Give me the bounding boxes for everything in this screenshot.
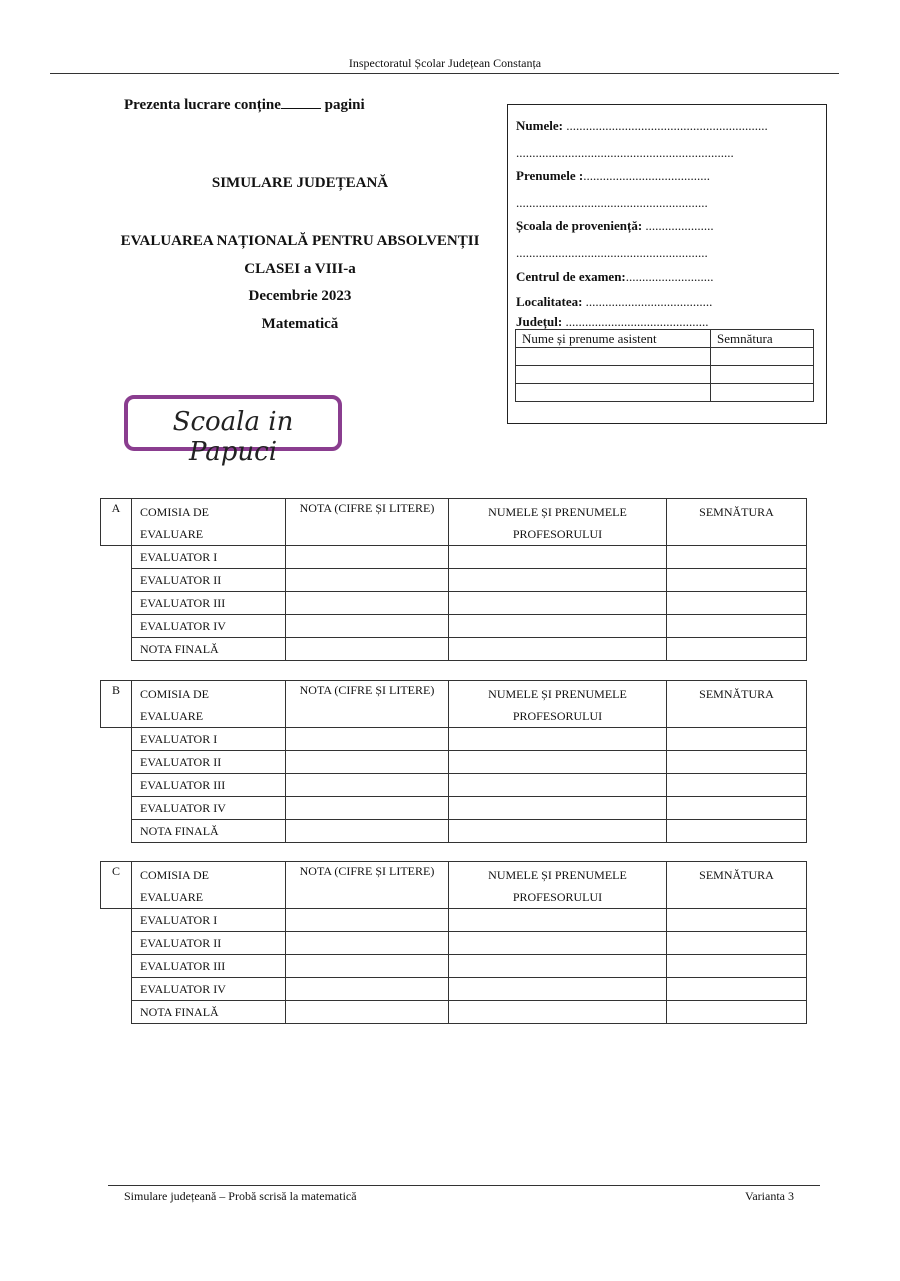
teacher-line1: NUMELE ȘI PRENUMELE xyxy=(488,868,627,882)
teacher-cell[interactable] xyxy=(449,955,667,978)
section-letter: C xyxy=(101,862,132,909)
title-grade: CLASEI a VIII-a xyxy=(244,261,356,277)
grade-cell[interactable] xyxy=(286,615,449,638)
grade-header: NOTA (CIFRE ȘI LITERE) xyxy=(286,499,449,546)
signature-cell[interactable] xyxy=(667,978,807,1001)
evaluator-label: EVALUATOR I xyxy=(132,909,286,932)
grade-cell[interactable] xyxy=(286,797,449,820)
assistant-signature-cell[interactable] xyxy=(711,384,814,402)
signature-cell[interactable] xyxy=(667,774,807,797)
grade-cell[interactable] xyxy=(286,592,449,615)
evaluator-row xyxy=(101,592,807,615)
evaluator-label: EVALUATOR III xyxy=(132,955,286,978)
letter-spacer xyxy=(101,728,132,751)
evaluator-row xyxy=(101,638,807,661)
signature-cell[interactable] xyxy=(667,820,807,843)
county-label: Județul: xyxy=(516,314,563,329)
exam-center-label: Centrul de examen: xyxy=(516,269,626,284)
teacher-header xyxy=(449,499,667,546)
evaluator-label: NOTA FINALĂ xyxy=(132,638,286,661)
teacher-line2: PROFESORULUI xyxy=(512,527,603,541)
signature-cell[interactable] xyxy=(667,569,807,592)
grade-cell[interactable] xyxy=(286,978,449,1001)
section-letter: A xyxy=(101,499,132,546)
surname-dots-line2[interactable]: ........................................................... xyxy=(516,195,708,210)
evaluator-label: EVALUATOR II xyxy=(132,569,286,592)
assistant-name-cell[interactable] xyxy=(516,384,711,402)
commission-header xyxy=(132,499,286,546)
teacher-cell[interactable] xyxy=(449,774,667,797)
teacher-line2: PROFESORULUI xyxy=(512,709,603,723)
signature-cell[interactable] xyxy=(667,932,807,955)
letter-spacer xyxy=(101,909,132,932)
signature-cell[interactable] xyxy=(667,955,807,978)
evaluator-row xyxy=(101,546,807,569)
teacher-cell[interactable] xyxy=(449,751,667,774)
assistant-header: Nume și prenume asistent xyxy=(516,330,711,348)
evaluator-row xyxy=(101,774,807,797)
grade-cell[interactable] xyxy=(286,909,449,932)
evaluator-row xyxy=(101,909,807,932)
signature-cell[interactable] xyxy=(667,638,807,661)
grade-cell[interactable] xyxy=(286,546,449,569)
letter-spacer xyxy=(101,797,132,820)
teacher-line1: NUMELE ȘI PRENUMELE xyxy=(488,505,627,519)
title-exam: EVALUAREA NAȚIONALĂ PENTRU ABSOLVENȚII xyxy=(120,233,480,249)
teacher-cell[interactable] xyxy=(449,1001,667,1024)
signature-cell[interactable] xyxy=(667,797,807,820)
evaluation-table-c xyxy=(100,861,807,1024)
pages-count-line xyxy=(124,96,365,114)
commission-line2: EVALUARE xyxy=(140,527,204,541)
signature-header: SEMNĂTURA xyxy=(667,862,807,909)
teacher-cell[interactable] xyxy=(449,909,667,932)
name-field[interactable] xyxy=(516,118,768,134)
letter-spacer xyxy=(101,615,132,638)
teacher-cell[interactable] xyxy=(449,546,667,569)
evaluator-label: EVALUATOR IV xyxy=(132,615,286,638)
evaluation-table-a xyxy=(100,498,807,661)
evaluator-row xyxy=(101,955,807,978)
commission-header xyxy=(132,681,286,728)
exam-center-dots: ........................... xyxy=(625,269,714,284)
evaluator-label: NOTA FINALĂ xyxy=(132,820,286,843)
evaluator-row xyxy=(101,728,807,751)
teacher-cell[interactable] xyxy=(449,569,667,592)
evaluator-label: EVALUATOR III xyxy=(132,592,286,615)
footer-divider xyxy=(108,1185,820,1186)
commission-line2: EVALUARE xyxy=(140,890,204,904)
locality-label: Localitatea: xyxy=(516,294,583,309)
signature-header: SEMNĂTURA xyxy=(667,681,807,728)
assistant-signature-cell[interactable] xyxy=(711,348,814,366)
letter-spacer xyxy=(101,638,132,661)
teacher-cell[interactable] xyxy=(449,820,667,843)
grade-cell[interactable] xyxy=(286,751,449,774)
evaluator-row xyxy=(101,569,807,592)
assistant-table xyxy=(515,329,814,402)
county-field[interactable] xyxy=(516,314,708,330)
grade-cell[interactable] xyxy=(286,728,449,751)
evaluator-row xyxy=(101,820,807,843)
evaluator-row xyxy=(101,932,807,955)
teacher-header xyxy=(449,681,667,728)
grade-cell[interactable] xyxy=(286,955,449,978)
teacher-line1: NUMELE ȘI PRENUMELE xyxy=(488,687,627,701)
signature-cell[interactable] xyxy=(667,751,807,774)
school-label: Școala de proveniență: xyxy=(516,218,643,233)
locality-dots: ....................................... xyxy=(585,294,713,309)
assistant-signature-header: Semnătura xyxy=(711,330,814,348)
surname-field[interactable] xyxy=(516,168,710,184)
grade-cell[interactable] xyxy=(286,774,449,797)
commission-line1: COMISIA DE xyxy=(140,868,210,882)
evaluator-label: EVALUATOR IV xyxy=(132,978,286,1001)
footer-variant: Varianta 3 xyxy=(745,1189,794,1203)
teacher-line2: PROFESORULUI xyxy=(512,890,603,904)
grade-header: NOTA (CIFRE ȘI LITERE) xyxy=(286,681,449,728)
evaluator-label: EVALUATOR II xyxy=(132,751,286,774)
evaluator-label: EVALUATOR II xyxy=(132,932,286,955)
commission-header xyxy=(132,862,286,909)
surname-label: Prenumele : xyxy=(516,168,584,183)
teacher-cell[interactable] xyxy=(449,615,667,638)
evaluator-row xyxy=(101,751,807,774)
evaluator-label: EVALUATOR III xyxy=(132,774,286,797)
assistant-name-cell[interactable] xyxy=(516,348,711,366)
pages-blank[interactable] xyxy=(281,96,321,109)
school-logo xyxy=(124,395,342,467)
pages-suffix: pagini xyxy=(324,97,365,113)
teacher-header xyxy=(449,862,667,909)
teacher-cell[interactable] xyxy=(449,932,667,955)
teacher-cell[interactable] xyxy=(449,797,667,820)
evaluator-label: EVALUATOR I xyxy=(132,546,286,569)
letter-spacer xyxy=(101,569,132,592)
signature-cell[interactable] xyxy=(667,615,807,638)
school-field[interactable] xyxy=(516,218,714,234)
assistant-signature-cell[interactable] xyxy=(711,366,814,384)
signature-cell[interactable] xyxy=(667,728,807,751)
county-dots: ............................................ xyxy=(565,314,709,329)
evaluator-label: NOTA FINALĂ xyxy=(132,1001,286,1024)
evaluator-row xyxy=(101,978,807,1001)
teacher-cell[interactable] xyxy=(449,728,667,751)
grade-header: NOTA (CIFRE ȘI LITERE) xyxy=(286,862,449,909)
exam-center-field[interactable] xyxy=(516,269,714,285)
teacher-cell[interactable] xyxy=(449,638,667,661)
commission-line1: COMISIA DE xyxy=(140,687,210,701)
commission-line2: EVALUARE xyxy=(140,709,204,723)
school-dots-line2[interactable]: ........................................................... xyxy=(516,245,708,260)
teacher-cell[interactable] xyxy=(449,978,667,1001)
signature-cell[interactable] xyxy=(667,546,807,569)
name-label: Numele: xyxy=(516,118,563,133)
signature-cell[interactable] xyxy=(667,592,807,615)
letter-spacer xyxy=(101,751,132,774)
footer-title: Simulare județeană – Probă scrisă la matematică xyxy=(124,1189,357,1203)
evaluator-row xyxy=(101,797,807,820)
commission-line1: COMISIA DE xyxy=(140,505,210,519)
surname-dots: ....................................... xyxy=(583,168,711,183)
grade-cell[interactable] xyxy=(286,1001,449,1024)
grade-cell[interactable] xyxy=(286,569,449,592)
evaluation-table-b xyxy=(100,680,807,843)
grade-cell[interactable] xyxy=(286,932,449,955)
signature-cell[interactable] xyxy=(667,1001,807,1024)
evaluator-label: EVALUATOR IV xyxy=(132,797,286,820)
school-dots: ..................... xyxy=(645,218,714,233)
title-date: Decembrie 2023 xyxy=(248,288,352,304)
header-institution: Inspectoratul Școlar Județean Constanța xyxy=(348,56,542,70)
name-dots-line2[interactable]: ................................................................... xyxy=(516,145,734,160)
letter-spacer xyxy=(101,978,132,1001)
logo-text: Scoala in Papuci xyxy=(172,407,294,467)
grade-cell[interactable] xyxy=(286,638,449,661)
evaluator-row xyxy=(101,615,807,638)
signature-header: SEMNĂTURA xyxy=(667,499,807,546)
evaluator-label: EVALUATOR I xyxy=(132,728,286,751)
signature-cell[interactable] xyxy=(667,909,807,932)
grade-cell[interactable] xyxy=(286,820,449,843)
assistant-name-cell[interactable] xyxy=(516,366,711,384)
title-simulation: SIMULARE JUDEȚEANĂ xyxy=(211,175,389,191)
letter-spacer xyxy=(101,955,132,978)
evaluator-row xyxy=(101,1001,807,1024)
letter-spacer xyxy=(101,932,132,955)
letter-spacer xyxy=(101,774,132,797)
pages-prefix: Prezenta lucrare conține xyxy=(124,97,281,113)
teacher-cell[interactable] xyxy=(449,592,667,615)
title-subject: Matematică xyxy=(261,316,339,332)
letter-spacer xyxy=(101,1001,132,1024)
name-dots: .............................................................. xyxy=(566,118,768,133)
letter-spacer xyxy=(101,592,132,615)
letter-spacer xyxy=(101,546,132,569)
header-divider xyxy=(50,73,839,74)
letter-spacer xyxy=(101,820,132,843)
locality-field[interactable] xyxy=(516,294,712,310)
section-letter: B xyxy=(101,681,132,728)
